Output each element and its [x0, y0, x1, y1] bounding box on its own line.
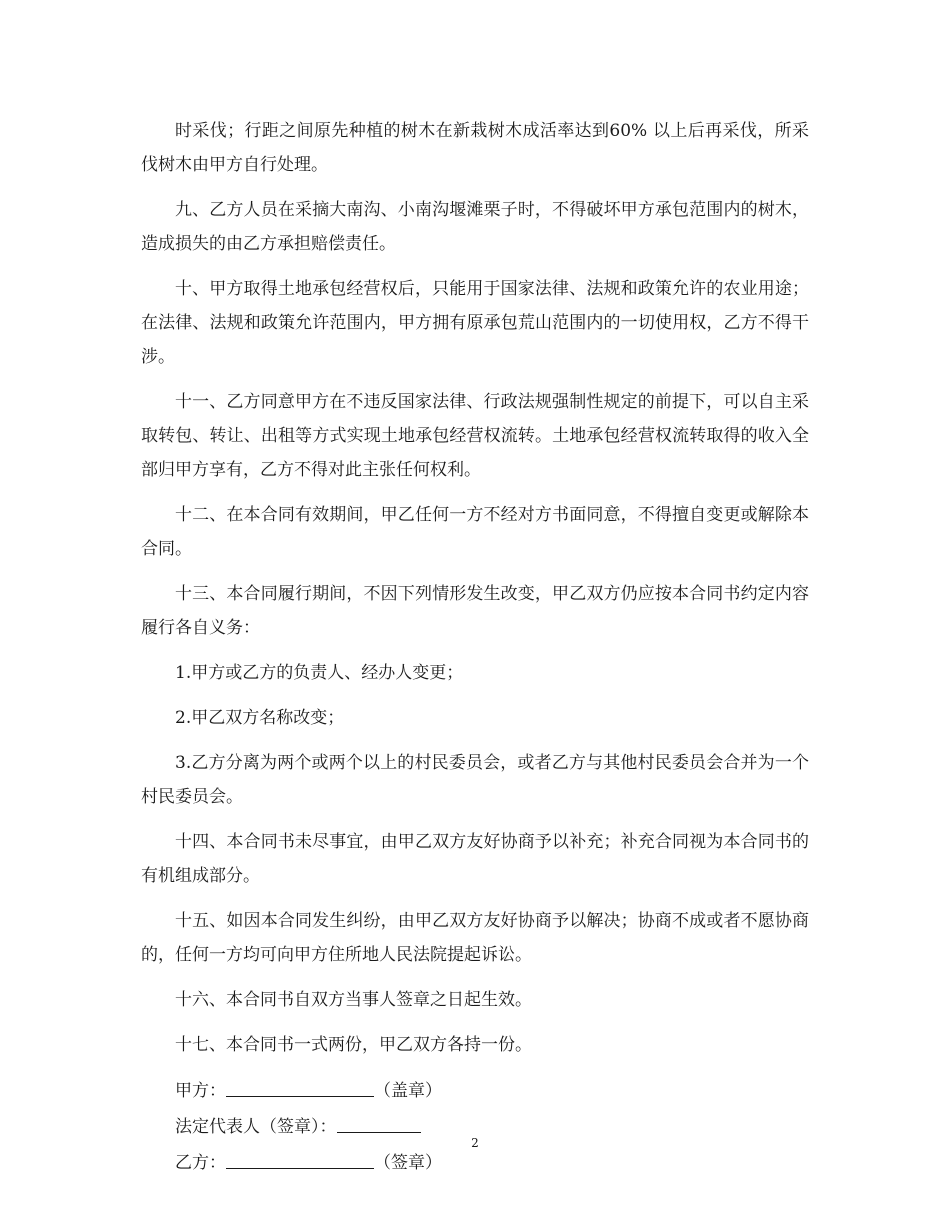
party-a-signature-line — [141, 1073, 809, 1109]
clause-15: 十五、如因本合同发生纠纷，由甲乙双方友好协商予以解决；协商不成或者不愿协商的，任何一方均可向甲方住所地人民法院提起诉讼。 — [141, 911, 809, 965]
legal-rep-label: 法定代表人（签章）： — [175, 1117, 337, 1137]
clause-13-item-2: 2.甲乙双方名称改变； — [175, 708, 345, 728]
paragraph-continuation: 时采伐；行距之间原先种植的树木在新栽树木成活率达到60% 以上后再采伐，所采伐树木由甲方自行处理。 — [141, 121, 809, 175]
party-b-signature-line — [141, 1145, 809, 1181]
legal-rep-blank — [337, 1114, 421, 1133]
page-number: 2 — [471, 1136, 479, 1150]
party-b-suffix: （签章） — [374, 1153, 442, 1173]
clause-14: 十四、本合同书未尽事宜，由甲乙双方友好协商予以补充；补充合同视为本合同书的有机组成部分。 — [141, 832, 809, 886]
party-b-blank — [226, 1150, 374, 1169]
clause-13: 十三、本合同履行期间，不因下列情形发生改变，甲乙双方仍应按本合同书约定内容履行各自义务： — [141, 584, 809, 638]
document-body — [141, 114, 809, 1181]
clause-9: 九、乙方人员在采摘大南沟、小南沟堰滩栗子时，不得破坏甲方承包范围内的树木，造成损失的由乙方承担赔偿责任。 — [141, 200, 809, 254]
party-b-label: 乙方： — [175, 1153, 226, 1173]
clause-13-item-3: 3.乙方分离为两个或两个以上的村民委员会，或者乙方与其他村民委员会合并为一个村民委员会。 — [141, 753, 809, 807]
clause-10: 十、甲方取得土地承包经营权后，只能用于国家法律、法规和政策允许的农业用途；在法律、法规和政策允许范围内，甲方拥有原承包荒山范围内的一切使用权，乙方不得干涉。 — [141, 279, 809, 367]
clause-17: 十七、本合同书一式两份，甲乙双方各持一份。 — [175, 1035, 532, 1055]
party-a-blank — [226, 1078, 374, 1097]
party-a-label: 甲方： — [175, 1081, 226, 1101]
clause-12: 十二、在本合同有效期间，甲乙任何一方不经对方书面同意，不得擅自变更或解除本合同。 — [141, 505, 809, 559]
clause-11: 十一、乙方同意甲方在不违反国家法律、行政法规强制性规定的前提下，可以自主采取转包、转让、出租等方式实现土地承包经营权流转。土地承包经营权流转取得的收入全部归甲方享有，乙方不得对此主张任何权利。 — [141, 392, 809, 480]
party-a-suffix: （盖章） — [374, 1081, 442, 1101]
clause-13-item-1: 1.甲方或乙方的负责人、经办人变更； — [175, 663, 464, 683]
clause-16: 十六、本合同书自双方当事人签章之日起生效。 — [175, 990, 532, 1010]
